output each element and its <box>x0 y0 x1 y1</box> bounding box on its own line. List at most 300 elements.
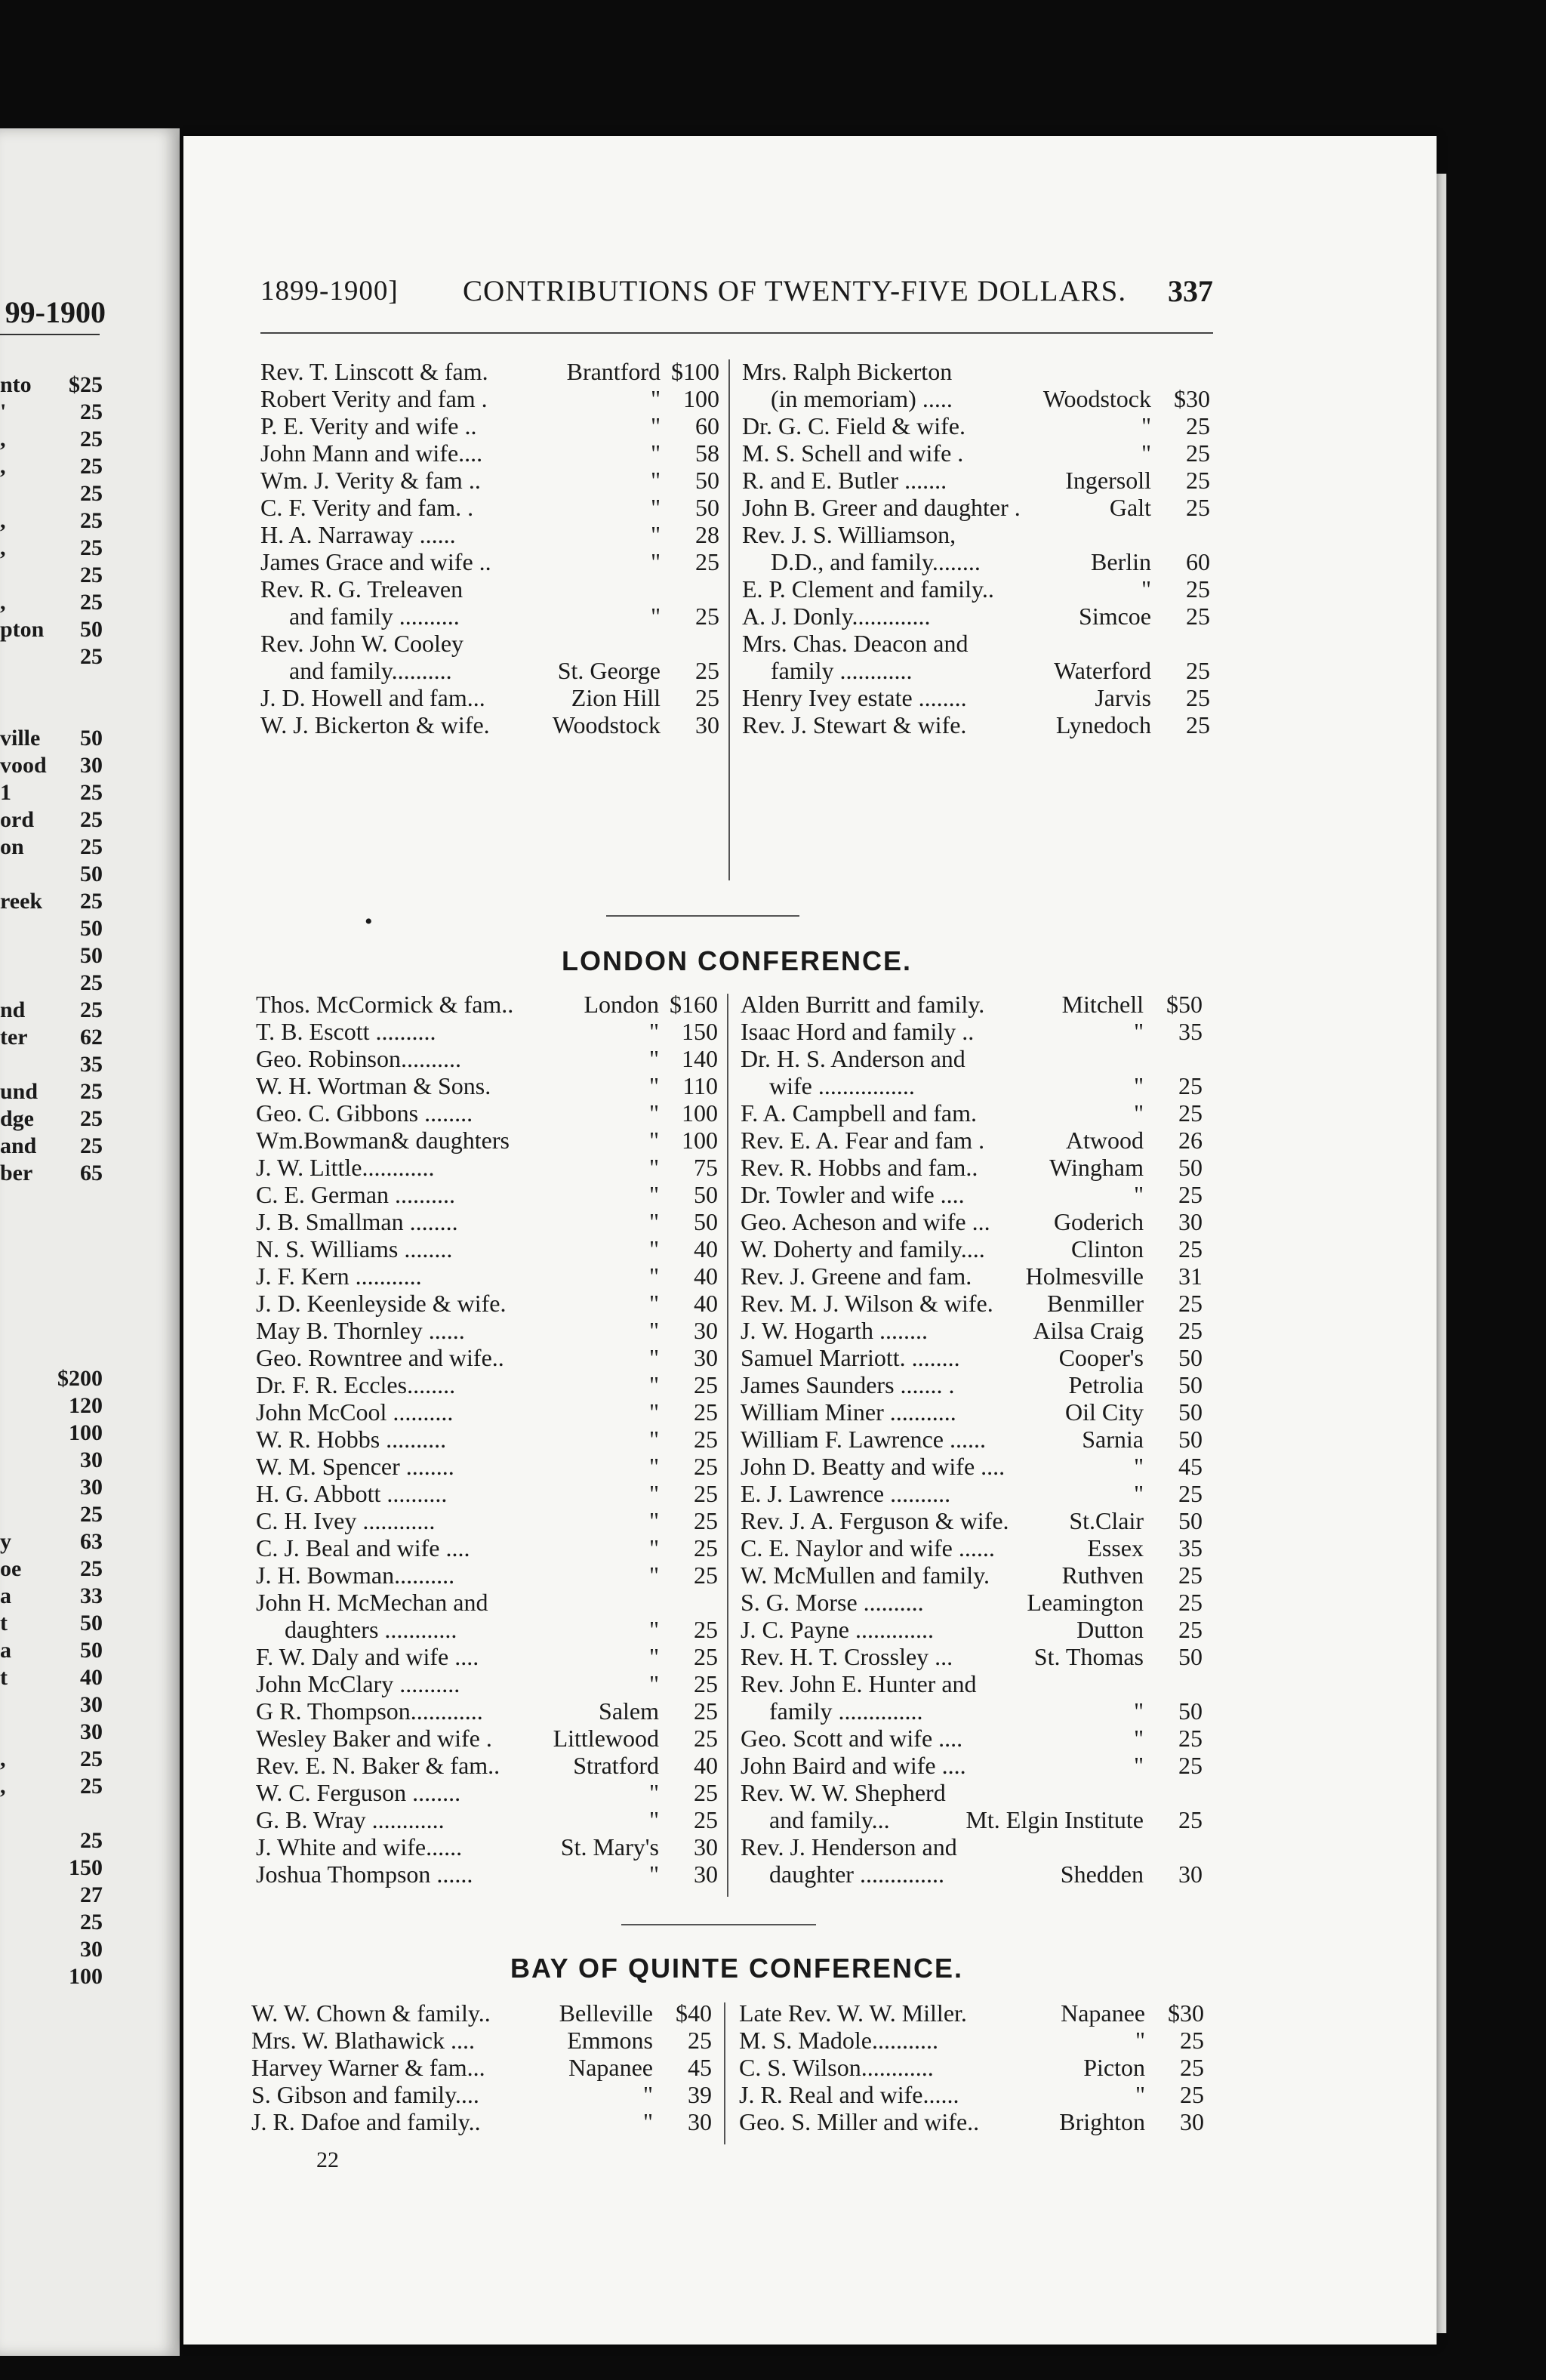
previous-page-entry-value: 25 <box>80 508 103 533</box>
contributor-place: " <box>1141 439 1151 467</box>
contribution-entry <box>251 2054 712 2081</box>
contribution-entry <box>260 439 719 467</box>
contribution-amount: 25 <box>694 1697 718 1725</box>
previous-page-fragment <box>0 128 180 2356</box>
contribution-amount: 25 <box>1178 1099 1203 1127</box>
contribution-amount: 110 <box>682 1072 718 1099</box>
contributor-name: Dr. F. R. Eccles........ <box>256 1371 456 1398</box>
contribution-amount: 25 <box>695 684 719 711</box>
previous-page-entry <box>0 1719 103 1746</box>
contributor-place: Shedden <box>1060 1861 1144 1888</box>
contribution-entry <box>256 1262 718 1290</box>
running-head-title: CONTRIBUTIONS OF TWENTY-FIVE DOLLARS. <box>463 275 1127 307</box>
previous-page-entry-text: oe <box>0 1556 22 1581</box>
contributor-name: John D. Beatty and wife .... <box>741 1453 1006 1480</box>
contribution-amount: 25 <box>1180 2027 1204 2054</box>
contribution-amount: 25 <box>1186 439 1210 467</box>
contributor-place: " <box>648 1507 659 1534</box>
contribution-entry <box>739 2054 1204 2081</box>
contribution-amount: 25 <box>1178 1589 1203 1616</box>
contributor-place: Stratford <box>573 1752 659 1779</box>
contributor-name: W. J. Bickerton & wife. <box>260 711 490 738</box>
contribution-amount: 25 <box>1178 1317 1203 1344</box>
contribution-entry <box>741 1371 1203 1398</box>
contributor-place: St.Clair <box>1069 1507 1144 1534</box>
contributor-name: F. A. Campbell and fam. <box>741 1099 977 1127</box>
contribution-entry <box>260 521 719 548</box>
contribution-entry <box>256 1643 718 1670</box>
contributor-place: Oil City <box>1064 1398 1144 1426</box>
contributor-place: Littlewood <box>553 1725 659 1752</box>
contribution-entry <box>256 1208 718 1235</box>
contributor-place: " <box>648 1072 659 1099</box>
previous-page-entry <box>0 725 103 752</box>
contribution-amount: 25 <box>694 1616 718 1643</box>
contributor-place: Ailsa Craig <box>1033 1317 1144 1344</box>
previous-page-entry-text: , <box>0 590 6 615</box>
contributor-name: Robert Verity and fam . <box>260 385 488 412</box>
contributor-name: G R. Thompson............ <box>256 1697 483 1725</box>
contributor-place: " <box>650 548 661 575</box>
header-rule <box>260 332 1213 334</box>
contributor-place: Simcoe <box>1079 603 1151 630</box>
previous-page-entry-value: 25 <box>80 1774 103 1799</box>
contributor-name: and family .......... <box>289 603 460 630</box>
previous-page-entry-text: nd <box>0 997 26 1022</box>
contributor-name: C. H. Ivey ............ <box>256 1507 436 1534</box>
contribution-entry <box>256 1616 718 1643</box>
contributor-name: W. H. Wortman & Sons. <box>256 1072 491 1099</box>
contributor-name: Joshua Thompson ...... <box>256 1861 473 1888</box>
contributor-place: Petrolia <box>1068 1371 1144 1398</box>
contributor-place: " <box>648 1317 659 1344</box>
contribution-amount: 100 <box>682 1099 718 1127</box>
contributor-name: Wm.Bowman& daughters <box>256 1127 510 1154</box>
previous-page-entry-text: , <box>0 454 6 479</box>
contribution-amount: 25 <box>1186 657 1210 684</box>
contributor-name: Rev. H. T. Crossley ... <box>741 1643 953 1670</box>
contributor-place: Ruthven <box>1061 1561 1144 1589</box>
contributor-name: family .............. <box>769 1697 923 1725</box>
previous-page-entry-value: 25 <box>80 399 103 424</box>
previous-page-entry-value: 100 <box>69 1964 103 1989</box>
contribution-entry <box>741 1235 1203 1262</box>
contributor-place: " <box>648 1344 659 1371</box>
contributor-name: M. S. Schell and wife . <box>742 439 964 467</box>
signature-mark: 22 <box>316 2147 339 2172</box>
london-right-column <box>741 991 1203 1897</box>
contribution-amount: 140 <box>682 1045 718 1072</box>
contributor-name: Rev. M. J. Wilson & wife. <box>741 1290 993 1317</box>
contributor-name: Wm. J. Verity & fam .. <box>260 467 481 494</box>
previous-page-entry <box>0 507 103 535</box>
contribution-amount: $30 <box>1174 385 1210 412</box>
previous-page-entry <box>0 1392 103 1420</box>
contribution-amount: 25 <box>694 1806 718 1833</box>
contribution-entry <box>741 1725 1203 1752</box>
contribution-amount: 50 <box>695 467 719 494</box>
top-left-column <box>260 358 719 751</box>
contribution-entry <box>256 1127 718 1154</box>
contribution-amount: 30 <box>1180 2108 1204 2135</box>
previous-page-entry <box>0 1501 103 1528</box>
contribution-amount: 30 <box>695 711 719 738</box>
previous-page-entry <box>0 1637 103 1664</box>
contributor-name: Rev. R. Hobbs and fam.. <box>741 1154 978 1181</box>
contribution-amount: 25 <box>694 1534 718 1561</box>
contribution-entry <box>256 1589 718 1616</box>
previous-page-entry-text: ber <box>0 1161 33 1185</box>
contribution-entry <box>256 1398 718 1426</box>
previous-page-entry-value: 100 <box>69 1420 103 1445</box>
contributor-place: Emmons <box>567 2027 653 2054</box>
contribution-amount: 30 <box>694 1833 718 1861</box>
contributor-name: C. E. Naylor and wife ...... <box>741 1534 995 1561</box>
previous-page-entry-value: 30 <box>80 1447 103 1472</box>
previous-page-entry-value: 50 <box>80 943 103 968</box>
previous-page-entry <box>0 1827 103 1854</box>
contribution-entry <box>256 1861 718 1888</box>
contributor-name: Geo. C. Gibbons ........ <box>256 1099 473 1127</box>
contributor-place: " <box>648 1670 659 1697</box>
previous-page-entry-value: 25 <box>80 644 103 669</box>
contributor-name: Geo. Scott and wife .... <box>741 1725 963 1752</box>
previous-page-entry <box>0 1963 103 1990</box>
contribution-entry <box>739 2027 1204 2054</box>
contributor-place: Sarnia <box>1082 1426 1144 1453</box>
contributor-name: W. McMullen and family. <box>741 1561 990 1589</box>
contribution-entry <box>741 1833 1203 1861</box>
contribution-entry <box>260 412 719 439</box>
contributor-place: " <box>650 467 661 494</box>
contribution-entry <box>256 1561 718 1589</box>
previous-page-entry-value: 25 <box>80 1828 103 1853</box>
contribution-amount: 50 <box>694 1208 718 1235</box>
contributor-name: M. S. Madole........... <box>739 2027 938 2054</box>
page-number: 337 <box>1168 274 1213 308</box>
contribution-entry <box>742 630 1210 657</box>
contributor-name: J. R. Dafoe and family.. <box>251 2108 481 2135</box>
contribution-amount: 25 <box>694 1453 718 1480</box>
contribution-amount: 30 <box>1178 1861 1203 1888</box>
contribution-entry <box>742 412 1210 439</box>
contribution-amount: 25 <box>694 1480 718 1507</box>
contribution-entry <box>260 385 719 412</box>
previous-page-entry-value: 50 <box>80 617 103 642</box>
contribution-amount: 25 <box>1178 1072 1203 1099</box>
contribution-amount: 25 <box>1178 1181 1203 1208</box>
contributor-place: Belleville <box>559 1999 653 2027</box>
contributor-place: " <box>650 385 661 412</box>
contributor-name: John H. McMechan and <box>256 1589 488 1616</box>
contributor-name: S. G. Morse .......... <box>741 1589 924 1616</box>
contributor-place: Holmesville <box>1025 1262 1144 1290</box>
contributor-place: St. Thomas <box>1033 1643 1144 1670</box>
previous-page-entry <box>0 942 103 970</box>
previous-page-entry-value: 25 <box>80 1556 103 1581</box>
contributor-place: " <box>648 1181 659 1208</box>
previous-page-entry-value: 30 <box>80 1719 103 1744</box>
contribution-amount: 50 <box>1178 1344 1203 1371</box>
contribution-amount: 25 <box>1186 603 1210 630</box>
previous-page-entry <box>0 1691 103 1719</box>
previous-page-entry-text: , <box>0 1746 6 1771</box>
contributor-name: Geo. Acheson and wife ... <box>741 1208 990 1235</box>
contributor-name: Rev. John E. Hunter and <box>741 1670 977 1697</box>
contribution-entry <box>739 1999 1204 2027</box>
contribution-entry <box>741 1181 1203 1208</box>
contributor-place: " <box>1135 2027 1145 2054</box>
contribution-amount: 100 <box>683 385 719 412</box>
section-rule <box>606 915 799 917</box>
contributor-name: Rev. John W. Cooley <box>260 630 464 657</box>
contributor-name: W. C. Ferguson ........ <box>256 1779 461 1806</box>
running-head-date: 1899-1900] <box>260 276 399 307</box>
contribution-entry <box>741 1697 1203 1725</box>
contribution-entry <box>741 1779 1203 1806</box>
contributor-place: Zion Hill <box>571 684 661 711</box>
contributor-name: Henry Ivey estate ........ <box>742 684 967 711</box>
contribution-entry <box>260 684 719 711</box>
contribution-entry <box>256 1833 718 1861</box>
book-page <box>183 136 1437 2345</box>
contributor-name: J. B. Smallman ........ <box>256 1208 458 1235</box>
contributor-name: Mrs. Chas. Deacon and <box>742 630 969 657</box>
contributor-place: Picton <box>1083 2054 1145 2081</box>
contribution-entry <box>741 1099 1203 1127</box>
contributor-place: " <box>648 1534 659 1561</box>
contributor-name: Dr. Towler and wife .... <box>741 1181 965 1208</box>
contributor-name: F. W. Daly and wife .... <box>256 1643 479 1670</box>
contributor-name: Rev. J. S. Williamson, <box>742 521 956 548</box>
previous-page-entry-value: $25 <box>69 372 103 397</box>
contributor-name: C. J. Beal and wife .... <box>256 1534 470 1561</box>
previous-page-entry-value: 50 <box>80 862 103 886</box>
contribution-amount: 150 <box>682 1018 718 1045</box>
previous-page-entry-value: 63 <box>80 1529 103 1554</box>
contributor-place: " <box>1133 1181 1144 1208</box>
contributor-place: Woodstock <box>552 711 661 738</box>
contribution-amount: 25 <box>694 1779 718 1806</box>
contributor-place: Lynedoch <box>1055 711 1151 738</box>
contribution-entry <box>256 1344 718 1371</box>
contributor-place: " <box>648 1806 659 1833</box>
previous-page-entry-value: 35 <box>80 1052 103 1077</box>
contribution-entry <box>742 494 1210 521</box>
contribution-amount: 25 <box>1178 1290 1203 1317</box>
contribution-amount: 60 <box>695 412 719 439</box>
contribution-entry <box>741 1643 1203 1670</box>
contributor-place: " <box>648 1208 659 1235</box>
contributor-name: John Baird and wife .... <box>741 1752 966 1779</box>
previous-page-entry-text: , <box>0 535 6 560</box>
contributor-place: Ingersoll <box>1065 467 1151 494</box>
contribution-entry <box>741 1561 1203 1589</box>
contributor-name: William F. Lawrence ...... <box>741 1426 986 1453</box>
contributor-name: John B. Greer and daughter . <box>742 494 1021 521</box>
previous-page-entry <box>0 480 103 507</box>
contribution-amount: 60 <box>1186 548 1210 575</box>
previous-page-entry-text: t <box>0 1665 8 1690</box>
previous-page-entry <box>0 997 103 1024</box>
column-divider <box>727 994 728 1897</box>
contribution-entry <box>256 1725 718 1752</box>
contribution-amount: 30 <box>1178 1208 1203 1235</box>
contributor-name: H. A. Narraway ...... <box>260 521 456 548</box>
contribution-amount: 25 <box>1186 467 1210 494</box>
contributor-name: May B. Thornley ...... <box>256 1317 465 1344</box>
contributor-place: " <box>648 1561 659 1589</box>
previous-page-entry-value: 25 <box>80 590 103 615</box>
contribution-amount: 25 <box>1178 1752 1203 1779</box>
contributor-place: Galt <box>1109 494 1151 521</box>
contributor-name: A. J. Donly............. <box>742 603 931 630</box>
previous-page-entry-text: ville <box>0 726 41 751</box>
contribution-entry <box>742 467 1210 494</box>
contribution-amount: 35 <box>1178 1018 1203 1045</box>
contribution-amount: 50 <box>1178 1426 1203 1453</box>
contribution-entry <box>741 1290 1203 1317</box>
previous-page-entry-text: nto <box>0 372 32 397</box>
contributor-name: W. R. Hobbs .......... <box>256 1426 447 1453</box>
contribution-amount: 50 <box>1178 1398 1203 1426</box>
contribution-entry <box>256 1290 718 1317</box>
contributor-name: family ............ <box>771 657 913 684</box>
previous-page-entry-value: 25 <box>80 1133 103 1158</box>
contributor-place: " <box>650 494 661 521</box>
contribution-entry <box>742 548 1210 575</box>
previous-page-entry <box>0 1882 103 1909</box>
bay-of-quinte-conference-title: BAY OF QUINTE CONFERENCE. <box>510 1953 964 1984</box>
contribution-entry <box>251 2108 712 2135</box>
contribution-entry <box>741 1208 1203 1235</box>
previous-page-entry-value: 65 <box>80 1161 103 1185</box>
contributor-place: " <box>648 1426 659 1453</box>
contributor-name: Harvey Warner & fam... <box>251 2054 485 2081</box>
contributor-name: Mrs. Ralph Bickerton <box>742 358 953 385</box>
contributor-name: Wesley Baker and wife . <box>256 1725 492 1752</box>
contribution-amount: 28 <box>695 521 719 548</box>
previous-page-entry <box>0 779 103 806</box>
contributor-name: C. F. Verity and fam. . <box>260 494 474 521</box>
contribution-entry <box>741 1344 1203 1371</box>
contributor-place: Essex <box>1087 1534 1144 1561</box>
contribution-entry <box>260 630 719 657</box>
contribution-entry <box>741 1806 1203 1833</box>
contributor-name: William Miner ........... <box>741 1398 956 1426</box>
contributor-place: " <box>648 1453 659 1480</box>
previous-page-entry <box>0 1746 103 1773</box>
contributor-place: " <box>648 1262 659 1290</box>
previous-page-entry-value: 25 <box>80 481 103 506</box>
contribution-entry <box>741 1616 1203 1643</box>
column-divider <box>724 2002 725 2144</box>
contribution-amount: $30 <box>1168 1999 1204 2027</box>
previous-page-entry-value: 25 <box>80 889 103 914</box>
previous-page-entry <box>0 1024 103 1051</box>
contributor-name: daughters ............ <box>285 1616 457 1643</box>
contribution-entry <box>256 1371 718 1398</box>
contributor-name: J. D. Keenleyside & wife. <box>256 1290 507 1317</box>
previous-page-entry-value: 25 <box>80 1502 103 1527</box>
contribution-amount: $100 <box>671 358 719 385</box>
contribution-amount: 25 <box>694 1507 718 1534</box>
contribution-amount: $160 <box>670 991 718 1018</box>
previous-page-entry-text: a <box>0 1638 11 1663</box>
previous-page-entry-value: 25 <box>80 563 103 587</box>
contributor-place: " <box>648 1154 659 1181</box>
contribution-amount: 25 <box>1180 2054 1204 2081</box>
contributor-name: Geo. S. Miller and wife.. <box>739 2108 980 2135</box>
contributor-name: John McCool .......... <box>256 1398 454 1426</box>
previous-page-entry <box>0 1555 103 1583</box>
contribution-entry <box>256 1453 718 1480</box>
contributor-place: Clinton <box>1070 1235 1144 1262</box>
quinte-right-column <box>739 1999 1204 2143</box>
contribution-entry <box>741 1317 1203 1344</box>
contributor-place: " <box>1135 2081 1145 2108</box>
contributor-name: Late Rev. W. W. Miller. <box>739 1999 967 2027</box>
contributor-place: " <box>648 1398 659 1426</box>
previous-page-entry-text: on <box>0 834 24 859</box>
contribution-amount: 25 <box>1186 494 1210 521</box>
contribution-entry <box>260 603 719 630</box>
contribution-amount: 30 <box>694 1861 718 1888</box>
contribution-amount: 40 <box>694 1235 718 1262</box>
contribution-entry <box>256 1154 718 1181</box>
contribution-amount: 50 <box>694 1181 718 1208</box>
contribution-entry <box>741 1154 1203 1181</box>
previous-page-entry <box>0 371 103 399</box>
previous-page-entry-value: 25 <box>80 454 103 479</box>
top-right-column <box>742 358 1210 751</box>
contribution-entry <box>742 711 1210 738</box>
contribution-entry <box>256 1480 718 1507</box>
contribution-amount: 100 <box>682 1127 718 1154</box>
contribution-amount: 25 <box>1186 412 1210 439</box>
contributor-place: Brighton <box>1059 2108 1145 2135</box>
contribution-amount: 25 <box>1186 575 1210 603</box>
contributor-place: Cooper's <box>1058 1344 1144 1371</box>
contributor-place: St. Mary's <box>560 1833 659 1861</box>
previous-page-entry-text: , <box>0 508 6 533</box>
contribution-amount: 30 <box>694 1344 718 1371</box>
previous-page-entry-text: dge <box>0 1106 34 1131</box>
contributor-name: E. P. Clement and family.. <box>742 575 994 603</box>
contributor-name: Rev. T. Linscott & fam. <box>260 358 488 385</box>
previous-page-entry <box>0 1664 103 1691</box>
previous-page-entry-value: 25 <box>80 1079 103 1104</box>
contributor-place: Benmiller <box>1047 1290 1144 1317</box>
previous-page-entry <box>0 1610 103 1637</box>
running-head <box>260 269 1213 314</box>
previous-page-entry-text: vood <box>0 753 47 778</box>
contribution-amount: 25 <box>694 1643 718 1670</box>
contributor-place: " <box>648 1371 659 1398</box>
contributor-name: D.D., and family........ <box>771 548 981 575</box>
contribution-entry <box>742 684 1210 711</box>
previous-page-entry <box>0 806 103 834</box>
previous-page-entry-value: 150 <box>69 1855 103 1880</box>
contributor-place: " <box>648 1099 659 1127</box>
contribution-entry <box>256 1806 718 1833</box>
previous-page-entry-value: 25 <box>80 1910 103 1935</box>
contribution-amount: 25 <box>694 1426 718 1453</box>
previous-page-entry <box>0 1078 103 1105</box>
contribution-amount: 39 <box>688 2081 712 2108</box>
contribution-amount: 25 <box>1178 1806 1203 1833</box>
contributor-place: Leamington <box>1027 1589 1144 1616</box>
